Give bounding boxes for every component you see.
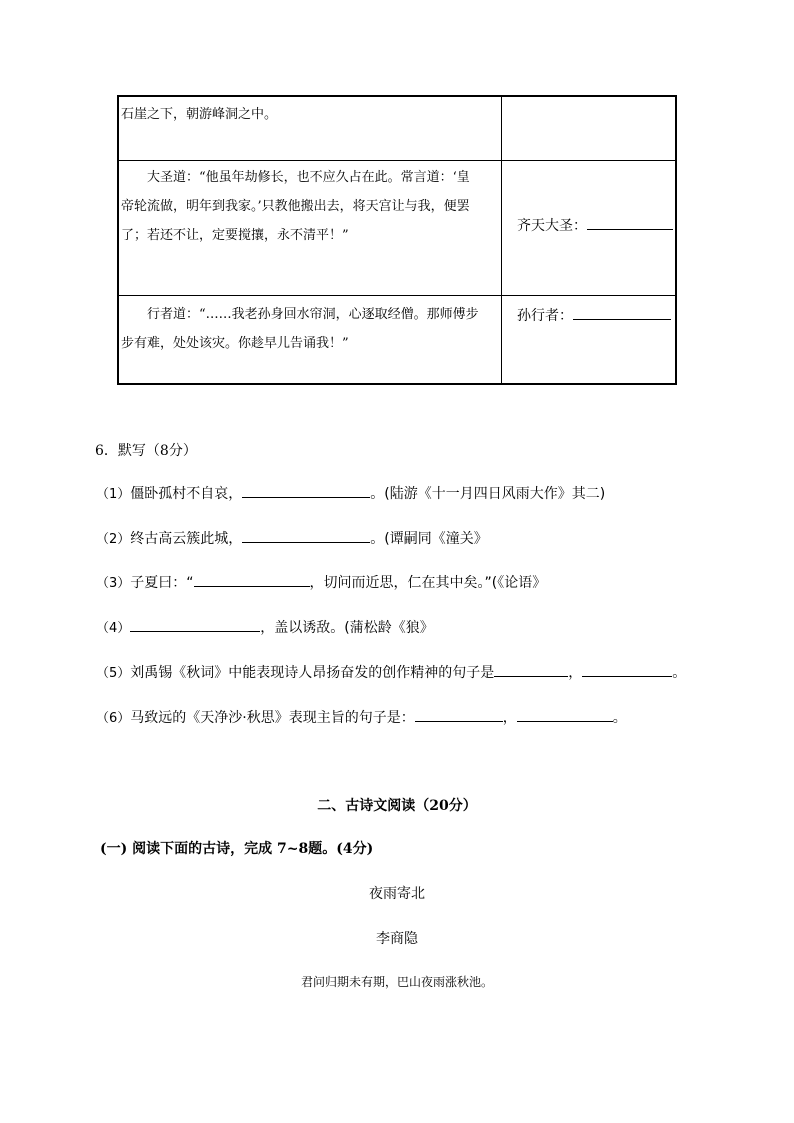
table-row-divider bbox=[119, 160, 675, 161]
item-text: 。(陆游《十一月四日风雨大作》其二) bbox=[370, 486, 606, 502]
item-text: ， bbox=[502, 710, 517, 726]
item-text: 。(谭嗣同《潼关》 bbox=[370, 531, 488, 547]
question-6-item-6 bbox=[96, 707, 627, 727]
poem-author: 李商隐 bbox=[376, 931, 418, 947]
item-text: 刘禹锡《秋词》中能表现诗人昂扬奋发的创作精神的句子是 bbox=[130, 665, 495, 681]
question-6-item-4 bbox=[96, 617, 434, 637]
item-text: ，盖以诱敌。(蒲松龄《狼》 bbox=[260, 620, 434, 636]
answer-blank[interactable] bbox=[415, 707, 503, 722]
item-text: ，切问而近思，仁在其中矣。”(《论语》 bbox=[309, 575, 547, 591]
poem-title: 夜雨寄北 bbox=[369, 886, 425, 902]
question-6-item-5 bbox=[96, 662, 686, 682]
poem-line: 君问归期未有期，巴山夜雨涨秋池。 bbox=[300, 975, 493, 989]
section-2-title: 二、古诗文阅读（20分） bbox=[317, 798, 477, 814]
question-6-item-1 bbox=[96, 483, 605, 503]
question-6-item-2 bbox=[96, 528, 488, 548]
table-cell-quote-3 bbox=[121, 300, 497, 358]
item-number: （5） bbox=[96, 666, 131, 681]
question-6-item-3 bbox=[96, 572, 546, 592]
answer-blank[interactable] bbox=[194, 572, 310, 587]
item-number: （2） bbox=[96, 532, 131, 547]
item-text: 僵卧孤村不自哀， bbox=[130, 486, 243, 502]
question-6-title: 6．默写（8分） bbox=[95, 443, 197, 459]
item-text: 子夏曰：“ bbox=[130, 575, 194, 591]
answer-blank[interactable] bbox=[494, 662, 568, 677]
item-number: （1） bbox=[96, 487, 131, 502]
quote-line: 了；若还不让，定要搅攘，永不清平！” bbox=[121, 228, 349, 243]
quote-line: 步有难，处处该灾。你趁早儿告诵我！” bbox=[121, 336, 349, 351]
answer-blank[interactable] bbox=[130, 617, 260, 632]
quote-table bbox=[117, 95, 677, 385]
item-number: （3） bbox=[96, 576, 131, 591]
item-text: 。 bbox=[672, 665, 687, 681]
item-text: 。 bbox=[612, 710, 627, 726]
table-column-divider bbox=[501, 97, 502, 383]
item-text: 马致远的《天净沙·秋思》表现主旨的句子是： bbox=[130, 710, 415, 726]
answer-blank[interactable] bbox=[573, 305, 671, 320]
item-number: （6） bbox=[96, 711, 131, 726]
section-2-subheading: (一) 阅读下面的古诗，完成 7~8题。(4分) bbox=[100, 841, 374, 857]
quote-line: 行者道：“……我老孙身回水帘洞，心逐取经僧。那师傅步 bbox=[147, 307, 479, 322]
answer-blank[interactable] bbox=[517, 707, 613, 722]
item-number: （4） bbox=[96, 621, 131, 636]
answer-cell-qitian bbox=[517, 215, 673, 235]
quote-line: 帝轮流做，明年到我家。’只教他搬出去，将天宫让与我，便罢 bbox=[121, 199, 470, 214]
answer-cell-xingzhe bbox=[517, 305, 671, 325]
answer-label: 齐天大圣： bbox=[517, 218, 587, 234]
table-cell-quote-1: 石崖之下，朝游峰洞之中。 bbox=[121, 107, 278, 122]
item-text: 终古高云簇此城， bbox=[130, 531, 243, 547]
answer-label: 孙行者： bbox=[517, 308, 573, 324]
quote-line: 大圣道：“他虽年劫修长，也不应久占在此。常言道：‘皇 bbox=[147, 170, 470, 185]
table-cell-quote-2 bbox=[121, 163, 497, 250]
table-row-divider bbox=[119, 295, 675, 296]
item-text: ， bbox=[568, 665, 583, 681]
answer-blank[interactable] bbox=[242, 528, 370, 543]
answer-blank[interactable] bbox=[242, 483, 370, 498]
answer-blank[interactable] bbox=[582, 662, 672, 677]
answer-blank[interactable] bbox=[587, 215, 673, 230]
